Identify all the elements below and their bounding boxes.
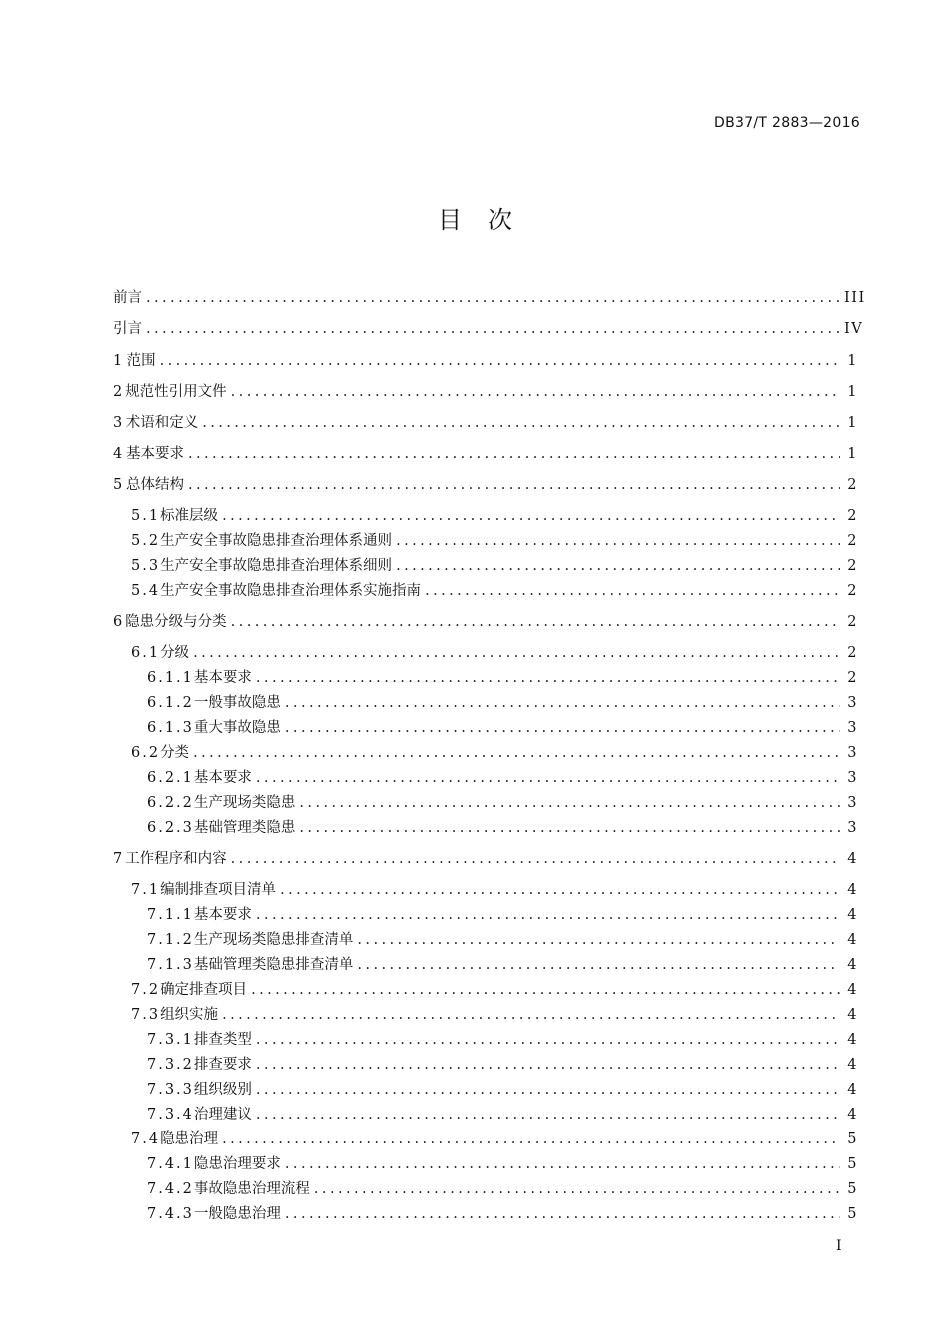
toc-entry-number: 6.1: [131, 645, 161, 661]
toc-entry-title: 治理建议: [193, 1107, 252, 1123]
toc-entry-title: 组织级别: [193, 1082, 252, 1098]
toc-dot-leader: [188, 443, 840, 465]
toc-entry-title: 标准层级: [160, 508, 219, 524]
toc-entry-number: 6.1.3: [147, 720, 194, 736]
toc-entry-page: IV: [844, 321, 864, 337]
toc-entry-title: 基本要求: [126, 446, 184, 462]
toc-entry[interactable]: [131, 879, 858, 901]
toc-dot-leader: [396, 530, 840, 552]
toc-dot-leader: [285, 717, 840, 739]
toc-entry-number: 7.1: [131, 882, 161, 898]
toc-dot-leader: [146, 318, 840, 340]
toc-entry-number: 6.2.3: [147, 820, 194, 836]
toc-entry[interactable]: [147, 929, 858, 951]
toc-entry-page: 5: [847, 1131, 858, 1147]
toc-entry-number: 7: [113, 851, 125, 867]
toc-entry[interactable]: [113, 848, 858, 870]
toc-entry-title: 前言: [113, 290, 142, 306]
toc-entry[interactable]: [131, 555, 858, 577]
toc-dot-leader: [146, 287, 840, 309]
toc-entry-number: 7.1.3: [147, 957, 194, 973]
toc-dot-leader: [299, 792, 840, 814]
toc-entry-page: 5: [847, 1206, 858, 1222]
toc-dot-leader: [357, 929, 840, 951]
toc-entry[interactable]: [131, 580, 858, 602]
toc-entry-title: 隐患治理: [160, 1131, 219, 1147]
toc-entry-page: 2: [847, 614, 858, 630]
toc-entry[interactable]: [113, 381, 858, 403]
toc-entry-number: 6: [113, 614, 125, 630]
toc-entry-page: 4: [847, 932, 858, 948]
toc-entry-title: 排查类型: [193, 1032, 252, 1048]
toc-entry[interactable]: [147, 1153, 858, 1175]
toc-entry-title: 工作程序和内容: [125, 851, 227, 867]
toc-dot-leader: [188, 474, 840, 496]
toc-entry-title: 分类: [160, 745, 190, 761]
toc-entry-page: 1: [847, 446, 858, 462]
toc-dot-leader: [256, 767, 840, 789]
toc-entry[interactable]: [131, 505, 858, 527]
toc-entry-title: 总体结构: [126, 477, 184, 493]
toc-entry-number: 6.1.1: [147, 670, 194, 686]
toc-entry-title: 范围: [126, 353, 156, 369]
toc-entry-title: 排查要求: [193, 1057, 252, 1073]
toc-entry-title: 基本要求: [193, 907, 252, 923]
toc-entry-title: 基本要求: [193, 670, 252, 686]
toc-entry[interactable]: [131, 530, 858, 552]
toc-entry-number: 7.4.1: [147, 1156, 194, 1172]
toc-entry-number: 7.1.2: [147, 932, 194, 948]
toc-entry-number: 7.3.3: [147, 1082, 194, 1098]
toc-entry[interactable]: [147, 767, 858, 789]
toc-entry-number: 5.1: [131, 508, 161, 524]
toc-entry-page: 4: [847, 907, 858, 923]
toc-entry-number: 5.3: [131, 558, 161, 574]
toc-entry-number: 1: [113, 353, 125, 369]
toc-dot-leader: [285, 1203, 840, 1225]
toc-dot-leader: [222, 1128, 840, 1150]
toc-entry-number: 7.1.1: [147, 907, 194, 923]
toc-dot-leader: [314, 1178, 840, 1200]
toc-entry-page: 5: [847, 1181, 858, 1197]
toc-entry[interactable]: [147, 1054, 858, 1076]
toc-entry-page: 3: [847, 795, 858, 811]
standard-code: DB37/T 2883—2016: [714, 115, 860, 131]
toc-entry-page: 4: [847, 1057, 858, 1073]
toc-entry-number: 2: [113, 384, 125, 400]
toc-entry-number: 5.4: [131, 583, 161, 599]
toc-dot-leader: [396, 555, 840, 577]
toc-entry[interactable]: [147, 1178, 858, 1200]
toc-entry-page: 4: [847, 851, 858, 867]
toc-entry-number: 7.3.1: [147, 1032, 194, 1048]
toc-entry[interactable]: [131, 742, 858, 764]
toc-entry-number: 5.2: [131, 533, 161, 549]
toc-entry-page: 4: [847, 1107, 858, 1123]
toc-entry[interactable]: [113, 350, 858, 372]
toc-entry-title: 基础管理类隐患排查清单: [193, 957, 354, 973]
toc-entry[interactable]: [113, 287, 866, 309]
toc-entry[interactable]: [113, 611, 858, 633]
toc-entry-title: 引言: [113, 321, 142, 337]
toc-entry-page: 4: [847, 1007, 858, 1023]
toc-entry-title: 基础管理类隐患: [193, 820, 296, 836]
toc-entry-title: 编制排查项目清单: [160, 882, 277, 898]
toc-entry-number: 6.2.2: [147, 795, 194, 811]
toc-entry-page: 5: [847, 1156, 858, 1172]
toc-entry-number: 7.4.3: [147, 1206, 194, 1222]
toc-entry[interactable]: [113, 474, 858, 496]
toc-entry-title: 生产安全事故隐患排查治理体系细则: [160, 558, 393, 574]
toc-entry-page: 3: [847, 820, 858, 836]
toc-entry-page: 4: [847, 982, 858, 998]
page-title: 目次: [438, 206, 538, 234]
toc-entry-number: 7.3.2: [147, 1057, 194, 1073]
toc-entry[interactable]: [147, 904, 858, 926]
toc-dot-leader: [299, 817, 840, 839]
toc-dot-leader: [256, 1054, 840, 1076]
toc-dot-leader: [425, 580, 840, 602]
toc-entry-page: III: [844, 290, 866, 306]
toc-entry-number: 7.3: [131, 1007, 161, 1023]
toc-entry[interactable]: [113, 412, 858, 434]
toc-entry-title: 基本要求: [193, 770, 252, 786]
toc-entry-title: 分级: [160, 645, 190, 661]
toc-entry-page: 2: [847, 508, 858, 524]
toc-dot-leader: [222, 1004, 840, 1026]
toc-entry-number: 7.3.4: [147, 1107, 194, 1123]
toc-entry-page: 2: [847, 583, 858, 599]
toc-entry-number: 6.2.1: [147, 770, 194, 786]
toc-entry[interactable]: [147, 1104, 858, 1126]
toc-entry[interactable]: [147, 717, 858, 739]
toc-dot-leader: [160, 350, 840, 372]
toc-dot-leader: [193, 642, 840, 664]
toc-dot-leader: [256, 1029, 840, 1051]
toc-dot-leader: [193, 742, 840, 764]
toc-entry[interactable]: [147, 1079, 858, 1101]
toc-dot-leader: [256, 667, 840, 689]
toc-entry-page: 3: [847, 695, 858, 711]
toc-entry-page: 1: [847, 384, 858, 400]
toc-entry-number: 6.2: [131, 745, 161, 761]
toc-entry-page: 3: [847, 720, 858, 736]
toc-entry[interactable]: [147, 1203, 858, 1225]
toc-entry[interactable]: [131, 1128, 858, 1150]
toc-entry-page: 4: [847, 882, 858, 898]
toc-entry-page: 4: [847, 957, 858, 973]
toc-entry-number: 7.4: [131, 1131, 161, 1147]
toc-entry-number: 4: [113, 446, 125, 462]
toc-entry-number: 6.1.2: [147, 695, 194, 711]
toc-entry[interactable]: [147, 692, 858, 714]
toc-entry[interactable]: [147, 792, 858, 814]
toc-dot-leader: [222, 505, 840, 527]
toc-dot-leader: [231, 611, 840, 633]
toc-entry-title: 一般事故隐患: [193, 695, 281, 711]
toc-entry-page: 4: [847, 1082, 858, 1098]
toc-entry-title: 规范性引用文件: [125, 384, 227, 400]
toc-entry-number: 7.2: [131, 982, 161, 998]
toc-entry-title: 生产现场类隐患: [193, 795, 296, 811]
toc-entry-title: 确定排查项目: [160, 982, 248, 998]
toc-entry-title: 生产安全事故隐患排查治理体系实施指南: [160, 583, 422, 599]
toc-entry-page: 2: [847, 670, 858, 686]
toc-entry-page: 2: [847, 533, 858, 549]
toc-dot-leader: [231, 848, 840, 870]
toc-entry-page: 2: [847, 477, 858, 493]
toc-dot-leader: [256, 904, 840, 926]
toc-entry-title: 组织实施: [160, 1007, 219, 1023]
toc-entry-page: 2: [847, 645, 858, 661]
toc-dot-leader: [251, 979, 840, 1001]
toc-entry[interactable]: [131, 979, 858, 1001]
toc-entry[interactable]: [147, 954, 858, 976]
toc-dot-leader: [285, 692, 840, 714]
toc-dot-leader: [256, 1104, 840, 1126]
toc-entry-page: 3: [847, 745, 858, 761]
toc-entry-title: 事故隐患治理流程: [193, 1181, 310, 1197]
toc-entry-title: 生产现场类隐患排查清单: [193, 932, 354, 948]
toc-entry-page: 2: [847, 558, 858, 574]
toc-entry-page: 3: [847, 770, 858, 786]
toc-dot-leader: [256, 1079, 840, 1101]
toc-entry[interactable]: [131, 642, 858, 664]
toc-dot-leader: [202, 412, 840, 434]
toc-entry-number: 7.4.2: [147, 1181, 194, 1197]
toc-entry-title: 隐患分级与分类: [125, 614, 227, 630]
footer-page-number: I: [836, 1238, 842, 1254]
toc-entry-title: 一般隐患治理: [193, 1206, 281, 1222]
toc-dot-leader: [231, 381, 840, 403]
toc-entry-title: 隐患治理要求: [193, 1156, 281, 1172]
toc-entry-title: 重大事故隐患: [193, 720, 281, 736]
toc-entry-title: 生产安全事故隐患排查治理体系通则: [160, 533, 393, 549]
toc-entry-number: 5: [113, 477, 125, 493]
toc-dot-leader: [285, 1153, 840, 1175]
toc-entry[interactable]: [113, 443, 858, 465]
toc-entry-page: 1: [847, 353, 858, 369]
toc-entry-number: 3: [113, 415, 125, 431]
toc-entry-page: 1: [847, 415, 858, 431]
toc-dot-leader: [357, 954, 840, 976]
toc-entry-page: 4: [847, 1032, 858, 1048]
toc-entry[interactable]: [147, 817, 858, 839]
toc-entry[interactable]: [147, 667, 858, 689]
toc-entry-title: 术语和定义: [125, 415, 199, 431]
toc-entry[interactable]: [113, 318, 864, 340]
toc-entry[interactable]: [147, 1029, 858, 1051]
toc-dot-leader: [280, 879, 840, 901]
toc-entry[interactable]: [131, 1004, 858, 1026]
